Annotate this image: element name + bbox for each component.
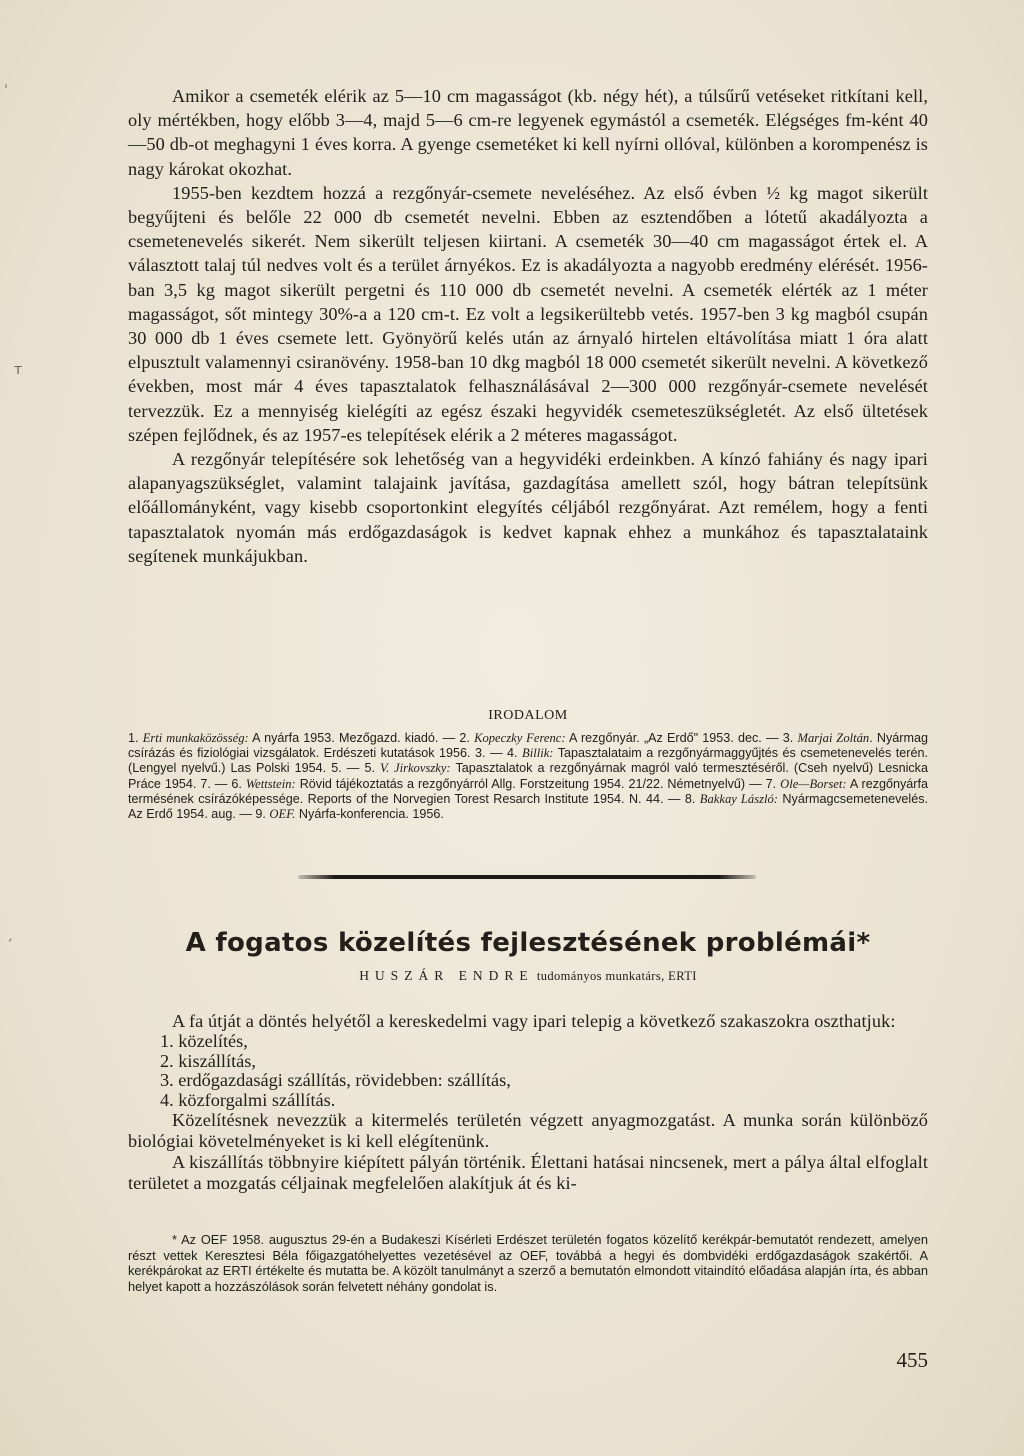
bib-author: Bakkay László: (699, 791, 779, 806)
paragraph: 1955-ben kezdtem hozzá a rezgőnyár-csemete neveléséhez. Az első évben ½ kg magot sikerült begyűjteni és belőle 22 000 db csemetét nevelni. Ebben az esztendőben a lótetű akadályozta a csemetenevelés sikerét. Nem sikerült teljesen kiirtani. A csemeték 30—40 cm magasságot értek el. A választott talaj túl nedves volt és a terület árnyékos. Ez is akadályozta a nagyobb eredmény elérését. 1956-ban 3,5 kg magot sikerült pergetni és 110 000 db csemetét nevelni. A csemeték elérték az 1 méter magasságot, sőt mintegy 30%-a a 120 cm-t. Ez volt a legsikerültebb vetés. 1957-ben 3 kg magból csupán 30 000 db 1 éves csemete lett. Gyönyörű kelés után az árnyaló hirtelen eltávolítása miatt 1 óra alatt elpusztult valamennyi csiranövény. 1958-ban 10 dkg magból 18 000 csemetét sikerült nevelni. A következő években, most már 4 éves tapasztalatok felhasználásával 2—300 000 rezgőnyár-csemete nevelését tervezzük. Ez a mennyiség kielégíti az egész északi hegyvidék csemeteszükségletét. Az első ültetések szépen fejlődnek, és az 1957-es telepítések elérik a 2 méteres magasságot. (128, 182, 928, 445)
bib-author: OEF. (269, 807, 296, 822)
stage-list (128, 1032, 928, 1110)
paragraph: A rezgőnyár telepítésére sok lehetőség van a hegyvidéki erdeinkben. A kínzó fahiány és nagy ipari alapanyagszükséglet, valamint talajaink javítása, gazdagítása amellett szól, hogy bátran telepítsünk előállományként, vagy kisebb csoportonkint elegyítés céljából rezgőnyárat. Azt remélem, hogy a fenti tapasztalatok nyomán más erdőgazdaságok is kedvet kapnak ehhez a munkához és tapasztalataink segítenek munkájukban. (128, 449, 928, 566)
bibliography-list: 1. Erti munkaközösség: A nyárfa 1953. Mezőgazd. kiadó. — 2. Kopeczky Ferenc: A rezgőnyár. „Az Erdő" 1953. dec. — 3. Marjai Zoltán. Nyármag csírázás és fiziológiai vizsgálatok. Erdészeti kutatások 1956. 3. — 4. Billik: Tapasztalataim a rezgőnyármaggyűjtés és csemetenevelés terén. (Lengyel nyelvű.) Las Polski 1954. 5. — 5. V. Jirkovszky: Tapasztalatok a rezgőnyárnak magról való termesztéséről. (Cseh nyelvű) Lesnicka Práce 1954. 7. — 6. Wettstein: Rövid tájékoztatás a rezgőnyárról Allg. Forstzeitung 1954. 21/22. Németnyelvű) — 7. Ole—Borset: A rezgőnyárfa termésének csírázóképessége. Reports of the Norvegien Torest Resarch Institute 1954. N. 44. — 8. Bakkay László: Nyármagcsemetenevelés. Az Erdő 1954. aug. — 9. OEF. Nyárfa-konferencia. 1956. (128, 731, 929, 822)
footnote: * Az OEF 1958. augusztus 29-én a Budakeszi Kísérleti Erdészet területén fogatos közelítő kerékpár-bemutatót rendezett, amelyen részt vettek Keresztesi Béla főigazgatóhelyettes vezetésével az OEF, továbbá a hegyi és dombvidéki erdőgazdaságok szakértői. A kerékpárokat az ERTI értékelte és mutatta be. A közölt tanulmányt a szerző a bemutatón elmondott vitaindító előadása alapján írta, és abban helyet kapott a hozzászólások során felvetett néhány gondolat is. (128, 1232, 928, 1294)
margin-mark: ˌ (4, 74, 8, 90)
article-body (128, 1011, 928, 1194)
list-item: 2. kiszállítás, (160, 1050, 256, 1071)
top-text-block (128, 84, 928, 568)
list-item: 3. erdőgazdasági szállítás, rövidebben: szállítás, (160, 1070, 511, 1091)
bib-author: Wettstein: (245, 776, 296, 791)
bib-author: V. Jirkovszky: (380, 761, 451, 776)
article-title: A fogatos közelítés fejlesztésének problémái* (185, 928, 871, 958)
list-item: 1. közelítés, (160, 1031, 248, 1051)
bib-author: Erti munkaközösség: (142, 731, 249, 745)
article-byline (128, 968, 928, 984)
paragraph: A kiszállítás többnyire kiépített pályán történik. Élettani hatásai nincsenek, mert a pálya által elfoglalt területet a mozgatás céljainak megfelelően alakítjuk át és ki- (128, 1152, 928, 1194)
bib-author: Marjai Zoltán (797, 731, 870, 745)
paragraph: Amikor a csemeték elérik az 5—10 cm magasságot (kb. négy hét), a túlsűrű vetéseket ritkítani kell, oly mértékben, hogy előbb 3—4, majd 5—6 cm-re legyenek egymástól a csemeték. Elégséges fm-ként 40—50 db-ot meghagyni 1 éves korra. A gyenge csemetéket ki kell nyírni ollóval, különben a korompenész is nagy károkat okozhat. (128, 86, 928, 179)
bibliography-heading: IRODALOM (488, 708, 568, 723)
page-number: 455 (896, 1348, 928, 1372)
paragraph: Közelítésnek nevezzük a kitermelés területén végzett anyagmozgatást. A munka során különböző biológiai követelményeket is ki kell elégítenünk. (128, 1110, 928, 1152)
article-intro: A fa útját a döntés helyétől a kereskedelmi vagy ipari telepig a következő szakaszokra oszthatjuk: (172, 1011, 896, 1031)
margin-mark: ˏ (6, 926, 13, 942)
section-divider (298, 875, 756, 879)
margin-mark: ᴛ (14, 362, 23, 378)
author-role: tudományos munkatárs, ERTI (536, 969, 697, 983)
list-item: 4. közforgalmi szállítás. (160, 1089, 336, 1110)
bib-author: Kopeczky Ferenc: (474, 731, 566, 745)
bib-author: Billik: (522, 746, 554, 761)
author-name: HUSZÁR ENDRE (359, 968, 534, 983)
bib-author: Ole—Borset: (780, 776, 847, 791)
